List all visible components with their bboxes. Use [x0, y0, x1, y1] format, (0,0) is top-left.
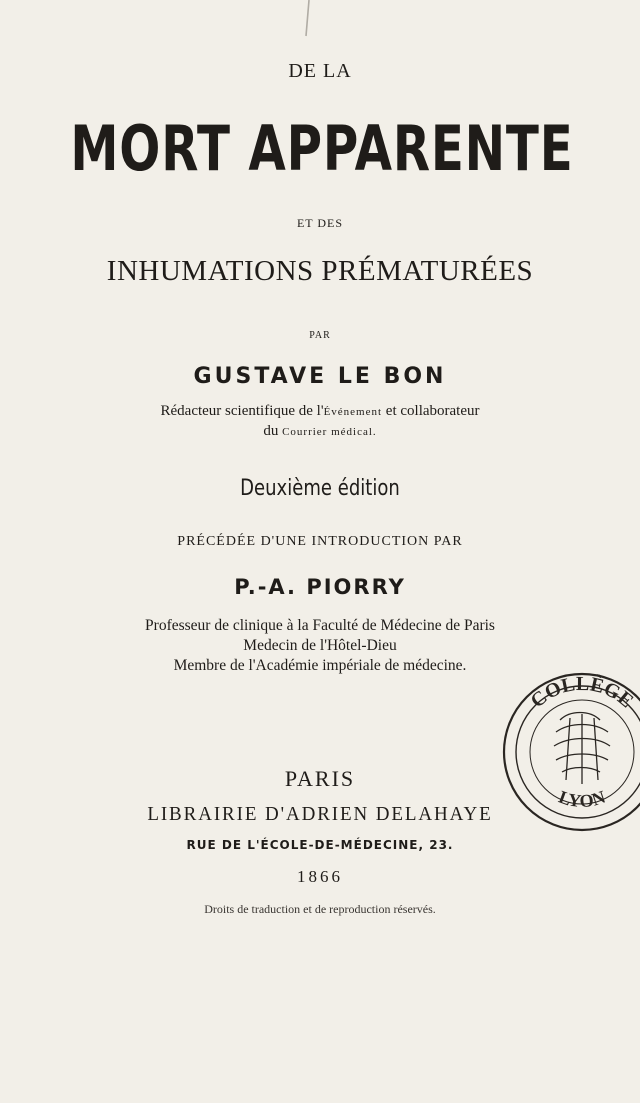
main-title: MORT APPARENTE — [70, 112, 574, 185]
author-credentials-text: Rédacteur scientifique de l' — [160, 403, 324, 419]
by-label: PAR — [309, 330, 331, 341]
title-connector: ET DES — [296, 216, 344, 230]
introduction-author-credentials: Membre de l'Académie impériale de médecine. — [173, 657, 467, 674]
introduction-author-credentials: Medecin de l'Hôtel-Dieu — [243, 637, 397, 654]
publication-year: 1866 — [297, 867, 343, 886]
title-prefix: DE LA — [288, 60, 352, 82]
stamp-text-top: COLLÈGE — [526, 672, 638, 713]
svg-text:COLLÈGE — [527, 673, 638, 713]
publication-city: PARIS — [284, 766, 356, 791]
author-credentials-text: du — [263, 423, 283, 439]
introduction-label: PRÉCÉDÉE D'UNE INTRODUCTION PAR — [177, 534, 463, 549]
rights-notice: Droits de traduction et de reproduction réservés. — [204, 902, 436, 916]
stamp-text-bottom: LYON — [556, 786, 608, 812]
introduction-author-credentials: Professeur de clinique à la Faculté de Médecine de Paris — [145, 617, 495, 634]
subtitle: INHUMATIONS PRÉMATURÉES — [106, 255, 534, 287]
publisher-name: LIBRAIRIE D'ADRIEN DELAHAYE — [147, 803, 493, 825]
author-credentials-text: et collaborateur — [382, 403, 480, 419]
edition-label: Deuxième édition — [240, 476, 400, 501]
library-stamp-icon — [490, 660, 640, 840]
journal-name: Événement — [323, 406, 383, 418]
journal-name: Courrier médical. — [282, 426, 377, 438]
author-credentials-line-2 — [0, 423, 640, 440]
publisher-address: RUE DE L'ÉCOLE-DE-MÉDECINE, 23. — [186, 838, 454, 852]
ink-mark — [303, 0, 313, 40]
introduction-author: P.-A. PIORRY — [234, 575, 406, 599]
author-credentials-line-1 — [0, 403, 640, 420]
svg-text:LYON — [556, 787, 608, 812]
author-name: GUSTAVE LE BON — [193, 364, 447, 389]
